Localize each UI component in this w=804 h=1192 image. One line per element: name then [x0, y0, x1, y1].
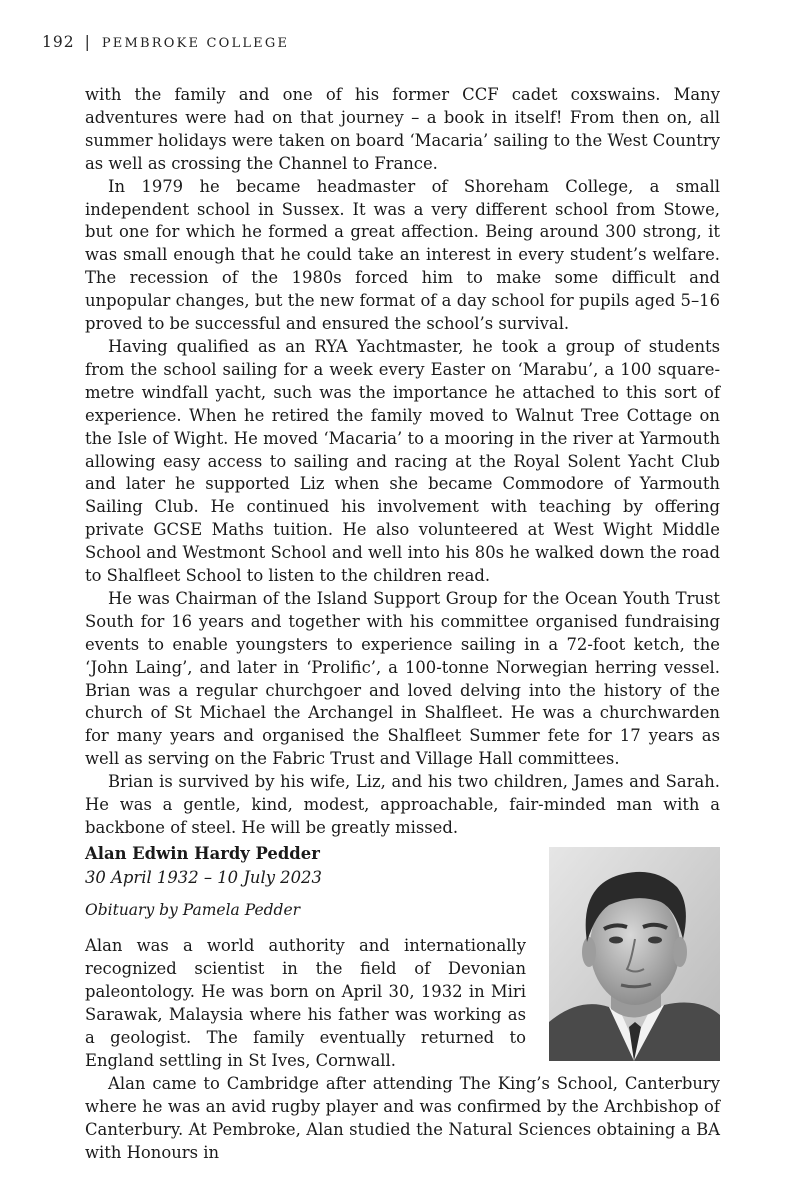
- obituary-body-previous: [85, 84, 720, 840]
- obituary-continuation: [85, 1073, 720, 1165]
- portrait-photo: [549, 847, 720, 1061]
- paragraph: Having qualified as an RYA Yachtmaster, he took a group of students from the school sailing for a week every Easter on ‘Marabu’, a 100 square-metre windfall yacht, such was the importance he attached to this sort of experience. When he retired the family moved to Walnut Tree Cottage on the Isle of Wight. He moved ‘Macaria’ to a mooring in the river at Yarmouth allowing easy access to sailing and racing at the Royal Solent Yacht Club and later he supported Liz when she became Commodore of Yarmouth Sailing Club. He continued his involvement with teaching by offering private GCSE Maths tuition. He also volunteered at West Wight Middle School and Westmont School and well into his 80s he walked down the road to Shalfleet School to listen to the children read.: [85, 336, 720, 586]
- obituary-intro: [85, 935, 526, 1072]
- header-separator: |: [84, 33, 92, 51]
- paragraph: Alan came to Cambridge after attending The King’s School, Canterbury where he was an avid rugby player and was confirmed by the Archbishop of Canterbury. At Pembroke, Alan studied the Natural Sciences obtaining a BA with Honours in: [85, 1074, 720, 1162]
- page-number: 192: [42, 33, 75, 51]
- running-title: PEMBROKE COLLEGE: [101, 36, 290, 51]
- obituary-dates: 30 April 1932 – 10 July 2023: [85, 868, 322, 887]
- obituary-author: Obituary by Pamela Pedder: [85, 901, 301, 919]
- running-header: [42, 33, 289, 51]
- obituary-name: Alan Edwin Hardy Pedder: [85, 844, 320, 863]
- paragraph: Brian is survived by his wife, Liz, and his two children, James and Sarah. He was a gentle, kind, modest, approachable, fair-minded man with a backbone of steel. He will be greatly missed.: [85, 772, 720, 837]
- paragraph: In 1979 he became headmaster of Shoreham College, a small independent school in Sussex. It was a very different school from Stowe, but one for which he formed a great affection. Being around 300 strong, it was small enough that he could take an interest in every student’s welfare. The recession of the 1980s forced him to make some difficult and unpopular changes, but the new format of a day school for pupils aged 5–16 proved to be successful and ensured the school’s survival.: [85, 176, 720, 334]
- paragraph: He was Chairman of the Island Support Group for the Ocean Youth Trust South for 16 years and together with his committee organised fundraising events to enable youngsters to experience sailing in a 72-foot ketch, the ‘John Laing’, and later in ‘Prolific’, a 100-tonne Norwegian herring vessel. Brian was a regular churchgoer and loved delving into the history of the church of St Michael the Archangel in Shalfleet. He was a churchwarden for many years and organised the Shalfleet Summer fete for 17 years as well as serving on the Fabric Trust and Village Hall committees.: [85, 588, 720, 769]
- paragraph: Alan was a world authority and internationally recognized scientist in the field of Devonian paleontology. He was born on April 30, 1932 in Miri Sarawak, Malaysia where his father was working as a geologist. The family eventually returned to England settling in St Ives, Cornwall.: [85, 936, 526, 1070]
- paragraph: with the family and one of his former CCF cadet coxswains. Many adventures were had on that journey – a book in itself! From then on, all summer holidays were taken on board ‘Macaria’ sailing to the West Country as well as crossing the Channel to France.: [85, 85, 720, 173]
- portrait-illustration: [549, 847, 720, 1061]
